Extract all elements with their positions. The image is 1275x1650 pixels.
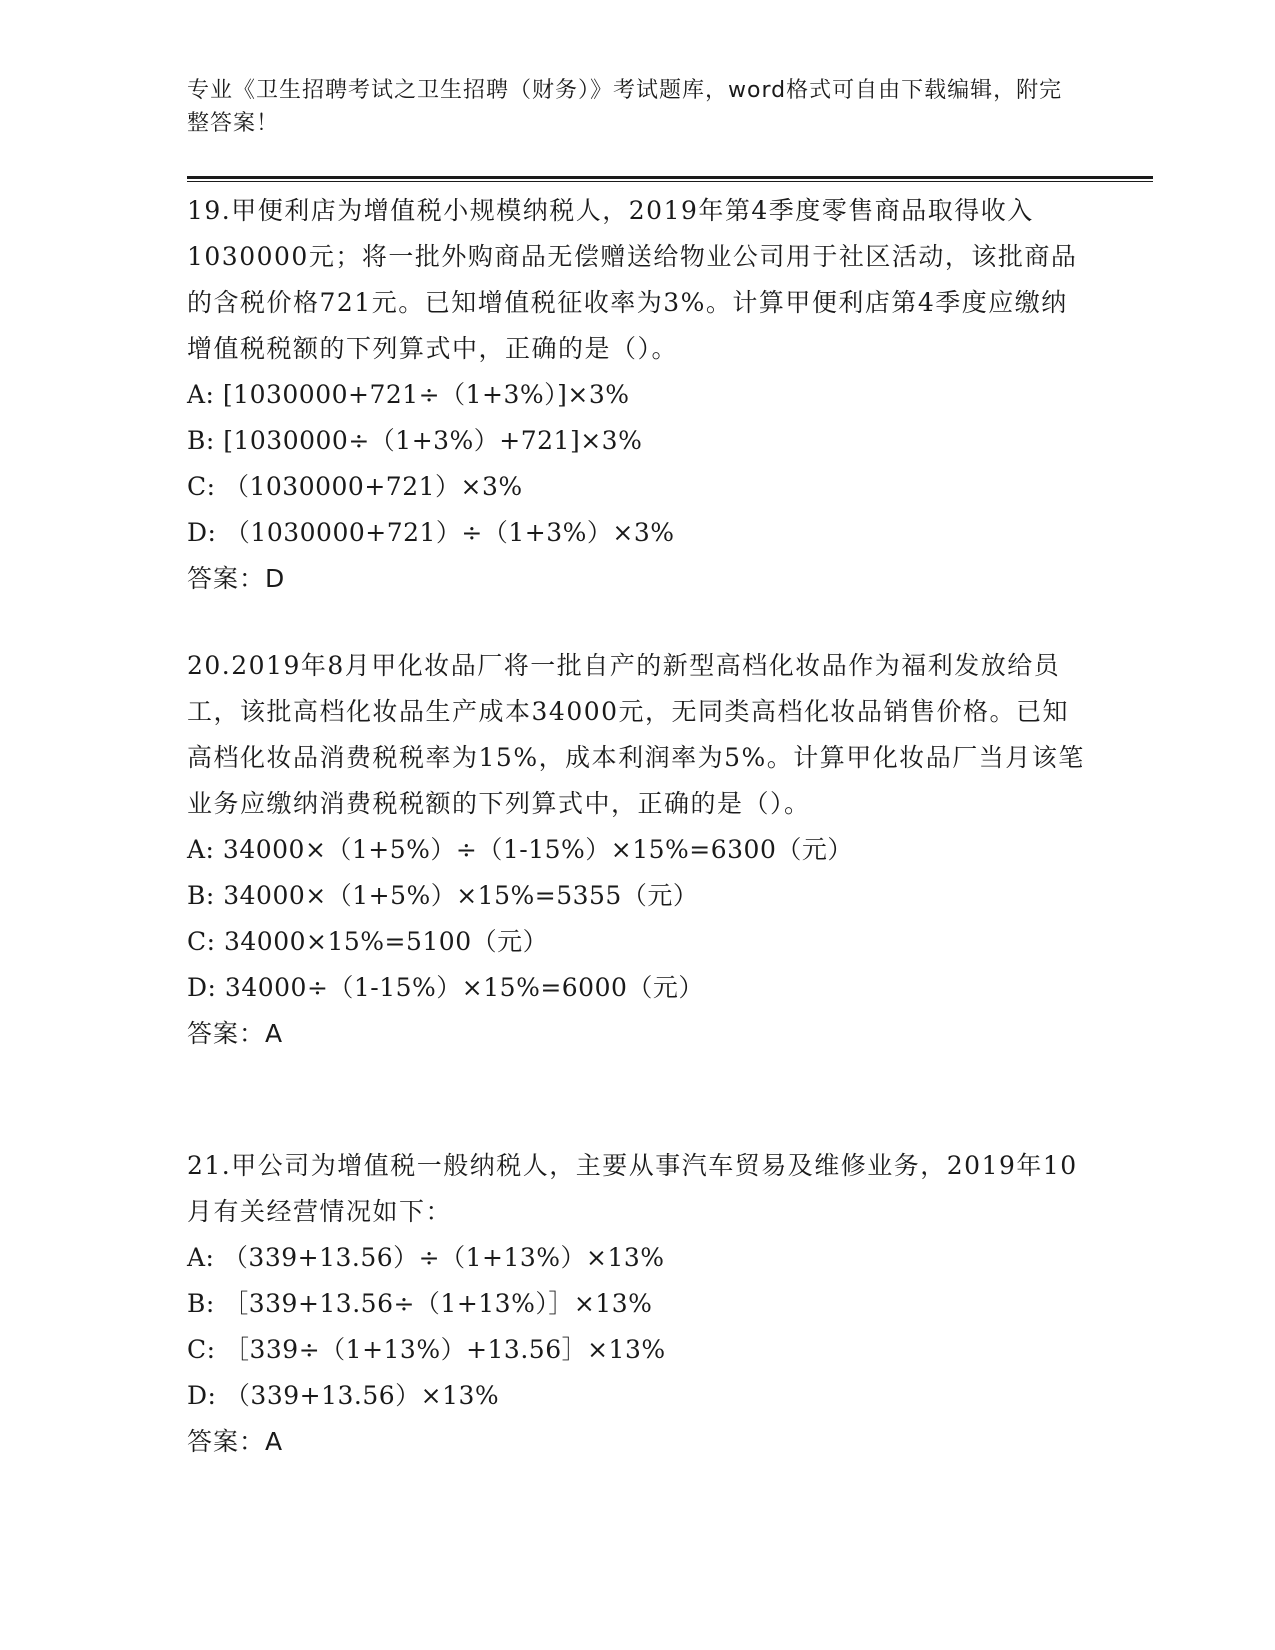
option-a: A: 34000×（1+5%）÷（1-15%）×15%=6300（元）: [187, 835, 853, 864]
option-a: A: （339+13.56）÷（1+13%）×13%: [187, 1243, 665, 1272]
question-stem: 21.甲公司为增值税一般纳税人，主要从事汽车贸易及维修业务，2019年10月有关经营情况如下：: [187, 1151, 1078, 1226]
header-divider-thick: [187, 176, 1153, 179]
answer-line: 答案：A: [187, 1019, 284, 1048]
question-19: [187, 188, 1087, 602]
option-b: B: 34000×（1+5%）×15%=5355（元）: [187, 881, 699, 910]
question-stem: 19.甲便利店为增值税小规模纳税人，2019年第4季度零售商品取得收入1030000元；将一批外购商品无偿赠送给物业公司用于社区活动，该批商品的含税价格721元。已知增值税征收率为3%。计算甲便利店第4季度应缴纳增值税税额的下列算式中，正确的是（）。: [187, 196, 1078, 363]
option-c: C: ［339÷（1+13%）+13.56］×13%: [187, 1335, 666, 1364]
option-c: C: 34000×15%=5100（元）: [187, 927, 549, 956]
answer-line: 答案：A: [187, 1427, 284, 1456]
header-divider-thin: [187, 181, 1153, 182]
question-20: [187, 643, 1087, 1057]
answer-line: 答案：D: [187, 564, 286, 593]
option-d: D: （1030000+721）÷（1+3%）×3%: [187, 518, 675, 547]
question-stem: 20.2019年8月甲化妆品厂将一批自产的新型高档化妆品作为福利发放给员工，该批高档化妆品生产成本34000元，无同类高档化妆品销售价格。已知高档化妆品消费税税率为15%，成本利润率为5%。计算甲化妆品厂当月该笔业务应缴纳消费税税额的下列算式中，正确的是（）。: [187, 651, 1085, 818]
question-21: [187, 1143, 1087, 1465]
option-b: B: ［339+13.56÷（1+13%）］×13%: [187, 1289, 653, 1318]
option-c: C: （1030000+721）×3%: [187, 472, 523, 501]
option-a: A: [1030000+721÷（1+3%）]×3%: [187, 380, 630, 409]
header-text: 专业《卫生招聘考试之卫生招聘（财务）》考试题库，word格式可自由下载编辑，附完整答案！: [187, 78, 1063, 136]
option-d: D: 34000÷（1-15%）×15%=6000（元）: [187, 973, 704, 1002]
document-header: [187, 74, 1067, 140]
option-d: D: （339+13.56）×13%: [187, 1381, 500, 1410]
option-b: B: [1030000÷（1+3%）+721]×3%: [187, 426, 643, 455]
